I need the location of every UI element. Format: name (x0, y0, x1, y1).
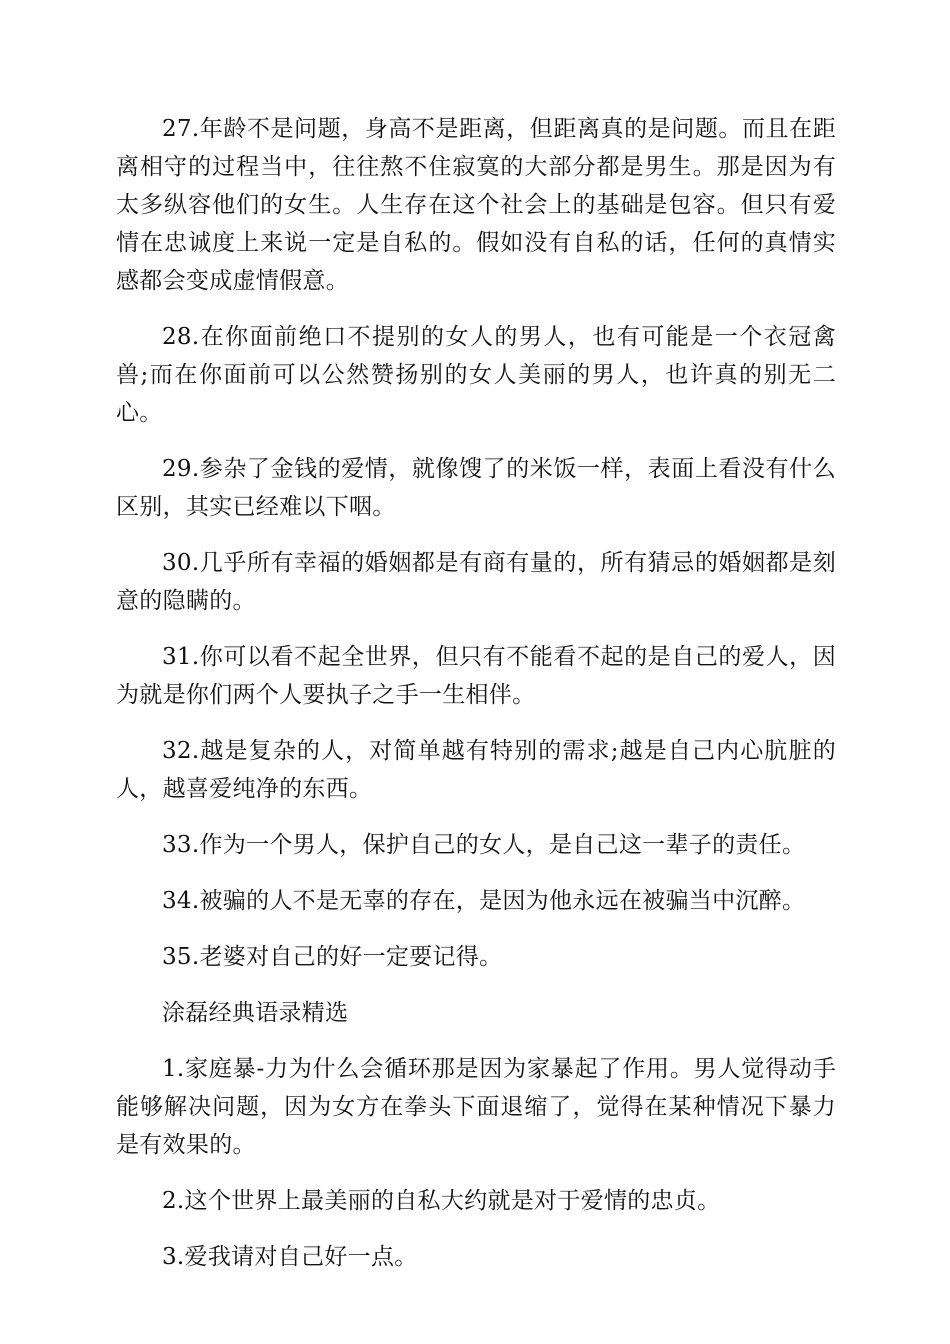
paragraph-32: 32.越是复杂的人，对简单越有特别的需求;越是自己内心肮脏的人，越喜爱纯净的东西。 (116, 738, 836, 802)
section-item-3: 3.爱我请对自己好一点。 (162, 1244, 418, 1270)
paragraph-34: 34.被骗的人不是无辜的存在，是因为他永远在被骗当中沉醉。 (162, 888, 806, 914)
section-item-2: 2.这个世界上最美丽的自私大约就是对于爱情的忠贞。 (162, 1188, 721, 1214)
section-heading: 涂磊经典语录精选 (162, 1000, 349, 1026)
section-item-1: 1.家庭暴-力为什么会循环那是因为家暴起了作用。男人觉得动手能够解决问题，因为女方在拳头下面退缩了，觉得在某种情况下暴力是有效果的。 (116, 1056, 836, 1158)
paragraph-33: 33.作为一个男人，保护自己的女人，是自己这一辈子的责任。 (162, 832, 806, 858)
paragraph-29: 29.参杂了金钱的爱情，就像馊了的米饭一样，表面上看没有什么区别，其实已经难以下咽。 (116, 456, 836, 520)
paragraph-31: 31.你可以看不起全世界，但只有不能看不起的是自己的爱人，因为就是你们两个人要执子之手一生相伴。 (116, 644, 836, 708)
paragraph-28: 28.在你面前绝口不提别的女人的男人，也有可能是一个衣冠禽兽;而在你面前可以公然赞扬别的女人美丽的男人，也许真的别无二心。 (116, 324, 836, 426)
paragraph-30: 30.几乎所有幸福的婚姻都是有商有量的，所有猜忌的婚姻都是刻意的隐瞒的。 (116, 550, 836, 614)
paragraph-35: 35.老婆对自己的好一定要记得。 (162, 944, 503, 970)
paragraph-27: 27.年龄不是问题，身高不是距离，但距离真的是问题。而且在距离相守的过程当中，往往熬不住寂寞的大部分都是男生。那是因为有太多纵容他们的女生。人生存在这个社会上的基础是包容。但只有爱情在忠诚度上来说一定是自私的。假如没有自私的话，任何的真情实感都会变成虚情假意。 (116, 116, 836, 294)
document-body (116, 110, 836, 1294)
